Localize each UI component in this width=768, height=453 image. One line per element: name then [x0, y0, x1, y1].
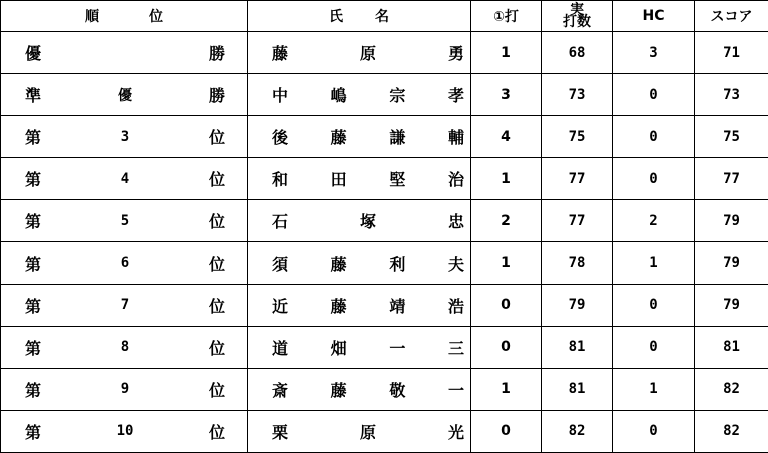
rank-part: 位 [208, 254, 225, 274]
rank-cell [1, 116, 248, 158]
first-strokes-cell: 0 [471, 410, 542, 452]
first-strokes-cell: 2 [471, 200, 542, 242]
first-strokes-cell: 3 [471, 74, 542, 116]
score-cell: 79 [695, 242, 768, 284]
header-actual-line-2: 打数 [563, 14, 591, 30]
table-row [1, 410, 768, 452]
rank-cell [1, 158, 248, 200]
rank-part: 8 [120, 339, 130, 356]
table-row [1, 284, 768, 326]
table-row [1, 32, 768, 74]
name-char: 藤 [272, 44, 289, 64]
actual-strokes-cell: 82 [542, 410, 613, 452]
header-name [248, 1, 471, 32]
actual-strokes-cell: 77 [542, 158, 613, 200]
name-char: 畑 [330, 338, 347, 358]
player-name-cell [248, 200, 471, 242]
rank-part: 10 [116, 423, 134, 440]
table-row [1, 200, 768, 242]
name-char: 堅 [389, 170, 406, 190]
hc-cell: 3 [613, 32, 695, 74]
name-char: 田 [330, 170, 347, 190]
header-hc: HC [613, 1, 695, 32]
table-row [1, 368, 768, 410]
name-char: 道 [272, 338, 289, 358]
rank-part: 9 [120, 381, 130, 398]
hc-cell: 0 [613, 158, 695, 200]
header-name-char-2: 名 [375, 9, 389, 25]
rank-part: 第 [25, 212, 42, 232]
table-row [1, 74, 768, 116]
rank-cell [1, 32, 248, 74]
rank-part: 位 [208, 128, 225, 148]
score-cell: 73 [695, 74, 768, 116]
rank-part: 第 [25, 338, 42, 358]
header-rank [1, 1, 248, 32]
rank-part: 3 [120, 128, 130, 145]
hc-cell: 0 [613, 74, 695, 116]
rank-part: 6 [120, 255, 130, 272]
rank-part: 第 [25, 380, 42, 400]
rank-cell [1, 410, 248, 452]
score-cell: 82 [695, 410, 768, 452]
table-row [1, 242, 768, 284]
rank-part: 第 [25, 170, 42, 190]
actual-strokes-cell: 68 [542, 32, 613, 74]
name-char: 忠 [447, 212, 464, 232]
score-cell: 75 [695, 116, 768, 158]
actual-strokes-cell: 79 [542, 284, 613, 326]
name-char: 一 [389, 338, 406, 358]
name-char: 謙 [389, 128, 406, 148]
name-char: 利 [389, 254, 406, 274]
player-name-cell [248, 116, 471, 158]
first-strokes-cell: 1 [471, 242, 542, 284]
header-actual-strokes [542, 1, 613, 32]
rank-cell [1, 326, 248, 368]
name-char: 藤 [330, 380, 347, 400]
header-rank-char-2: 位 [149, 9, 163, 25]
player-name-cell [248, 284, 471, 326]
name-char: 勇 [447, 44, 464, 64]
actual-strokes-cell: 73 [542, 74, 613, 116]
rank-cell [1, 284, 248, 326]
first-strokes-cell: 1 [471, 158, 542, 200]
rank-part: 位 [208, 170, 225, 190]
name-char: 輔 [447, 128, 464, 148]
name-char: 敬 [389, 380, 406, 400]
table-row [1, 116, 768, 158]
score-cell: 77 [695, 158, 768, 200]
name-char: 藤 [330, 254, 347, 274]
name-char: 中 [272, 86, 289, 106]
header-row [1, 1, 768, 32]
header-score: スコア [695, 1, 768, 32]
first-strokes-cell: 0 [471, 326, 542, 368]
name-char: 後 [272, 128, 289, 148]
first-strokes-cell: 0 [471, 284, 542, 326]
hc-cell: 0 [613, 326, 695, 368]
first-strokes-cell: 4 [471, 116, 542, 158]
player-name-cell [248, 32, 471, 74]
name-char: 光 [447, 422, 464, 442]
rank-part: 優 [25, 44, 42, 64]
rank-part: 第 [25, 128, 42, 148]
header-actual-line-1: 実 [570, 2, 584, 18]
player-name-cell [248, 410, 471, 452]
header-name-char-1: 氏 [329, 9, 343, 25]
rank-cell [1, 368, 248, 410]
name-char: 宗 [389, 86, 406, 106]
rank-part: 第 [25, 296, 42, 316]
rank-part: 第 [25, 422, 42, 442]
rank-cell [1, 242, 248, 284]
rank-part: 位 [208, 338, 225, 358]
hc-cell: 0 [613, 284, 695, 326]
score-cell: 82 [695, 368, 768, 410]
name-char: 夫 [447, 254, 464, 274]
hc-cell: 0 [613, 410, 695, 452]
name-char: 三 [447, 338, 464, 358]
hc-cell: 1 [613, 368, 695, 410]
rank-part: 4 [120, 170, 130, 187]
name-char: 嶋 [330, 86, 347, 106]
hc-cell: 2 [613, 200, 695, 242]
score-cell: 79 [695, 284, 768, 326]
actual-strokes-cell: 77 [542, 200, 613, 242]
name-char: 浩 [447, 296, 464, 316]
table-row [1, 326, 768, 368]
actual-strokes-cell: 75 [542, 116, 613, 158]
player-name-cell [248, 242, 471, 284]
player-name-cell [248, 158, 471, 200]
name-char: 靖 [389, 296, 406, 316]
first-strokes-cell: 1 [471, 368, 542, 410]
hc-cell: 1 [613, 242, 695, 284]
rank-part: 位 [208, 296, 225, 316]
name-char: 藤 [330, 128, 347, 148]
score-cell: 79 [695, 200, 768, 242]
player-name-cell [248, 74, 471, 116]
name-char: 治 [447, 170, 464, 190]
name-char: 一 [447, 380, 464, 400]
actual-strokes-cell: 78 [542, 242, 613, 284]
rank-cell [1, 74, 248, 116]
first-strokes-cell: 1 [471, 32, 542, 74]
name-char: 原 [359, 422, 376, 442]
rank-part: 準 [25, 86, 42, 106]
header-rank-char-1: 順 [85, 9, 99, 25]
name-char: 栗 [272, 422, 289, 442]
actual-strokes-cell: 81 [542, 326, 613, 368]
name-char: 和 [272, 170, 289, 190]
name-char: 近 [272, 296, 289, 316]
name-char: 須 [272, 254, 289, 274]
rank-part: 7 [120, 297, 130, 314]
name-char: 藤 [330, 296, 347, 316]
player-name-cell [248, 368, 471, 410]
player-name-cell [248, 326, 471, 368]
name-char: 斎 [272, 380, 289, 400]
rank-part: 勝 [208, 44, 225, 64]
rank-part: 第 [25, 254, 42, 274]
name-char: 石 [272, 212, 289, 232]
score-cell: 81 [695, 326, 768, 368]
rank-part: 位 [208, 422, 225, 442]
score-cell: 71 [695, 32, 768, 74]
rank-part: 優 [118, 87, 132, 104]
hc-cell: 0 [613, 116, 695, 158]
name-char: 孝 [447, 86, 464, 106]
rank-part: 位 [208, 212, 225, 232]
header-first-strokes: ①打 [471, 1, 542, 32]
results-body [1, 32, 768, 453]
name-char: 塚 [359, 212, 376, 232]
actual-strokes-cell: 81 [542, 368, 613, 410]
rank-cell [1, 200, 248, 242]
name-char: 原 [359, 44, 376, 64]
rank-part: 位 [208, 380, 225, 400]
rank-part: 勝 [208, 86, 225, 106]
table-row [1, 158, 768, 200]
rank-part: 5 [120, 212, 130, 229]
